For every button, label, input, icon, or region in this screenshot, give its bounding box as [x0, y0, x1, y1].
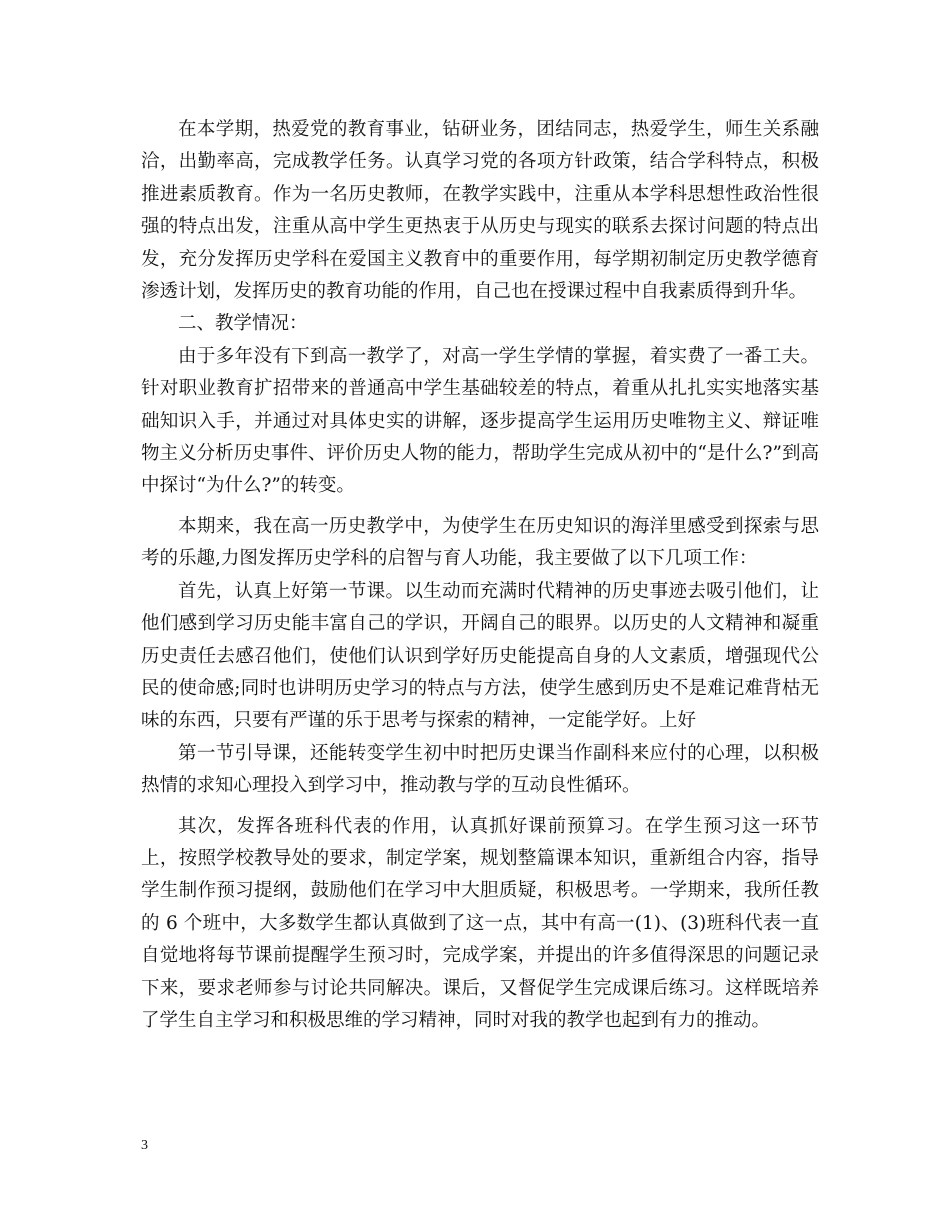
paragraph-first-lesson-continued: 第一节引导课，还能转变学生初中时把历史课当作副科来应付的心理，以积极热情的求知心理投入到学习中，推动教与学的互动良性循环。 [141, 742, 819, 797]
paragraph-main-work-intro: 本期来，我在高一历史教学中，为使学生在历史知识的海洋里感受到探索与思考的乐趣,力图发挥历史学科的启智与育人功能，我主要做了以下几项工作： [141, 515, 819, 570]
paragraph-grade-one-teaching: 由于多年没有下到高一教学了，对高一学生学情的掌握，着实费了一番工夫。针对职业教育扩招带来的普通高中学生基础较差的特点，着重从扎扎实实地落实基础知识入手，并通过对具体史实的讲解，逐步提高学生运用历史唯物主义、辩证唯物主义分析历史事件、评价历史人物的能力，帮助学生完成从初中的“是什么?”到高中探讨“为什么?”的转变。 [141, 345, 819, 497]
document-body [141, 114, 819, 1037]
page-number: 3 [141, 1138, 148, 1153]
paragraph-self-assessment: 在本学期，热爱党的教育事业，钻研业务，团结同志，热爱学生，师生关系融洽，出勤率高，完成教学任务。认真学习党的各项方针政策，结合学科特点，积极推进素质教育。作为一名历史教师，在教学实践中，注重从本学科思想性政治性很强的特点出发，注重从高中学生更热衷于从历史与现实的联系去探讨问题的特点出发，充分发挥历史学科在爱国主义教育中的重要作用，每学期初制定历史教学德育渗透计划，发挥历史的教育功能的作用，自己也在授课过程中自我素质得到升华。 [141, 119, 819, 303]
paragraph-class-representatives: 其次，发挥各班科代表的作用，认真抓好课前预算习。在学生预习这一环节上，按照学校教导处的要求，制定学案，规划整篇课本知识，重新组合内容，指导学生制作预习提纲，鼓励他们在学习中大胆质疑，积极思考。一学期来，我所任教的 6 个班中，大多数学生都认真做到了这一点，其中有高一(1)、(3)班科代表一直自觉地将每节课前提醒学生预习时，完成学案，并提出的许多值得深思的问题记录下来，要求老师参与讨论共同解决。课后，又督促学生完成课后练习。这样既培养了学生自主学习和积极思维的学习精神，同时对我的教学也起到有力的推动。 [141, 815, 819, 1031]
section-heading-teaching: 二、教学情况： [178, 313, 308, 335]
paragraph-first-lesson: 首先，认真上好第一节课。以生动而充满时代精神的历史事迹去吸引他们，让他们感到学习历史能丰富自己的学识，开阔自己的眼界。以历史的人文精神和凝重历史责任去感召他们，使他们认识到学好历史能提高自身的人文素质，增强现代公民的使命感;同时也讲明历史学习的特点与方法，使学生感到历史不是难记难背枯无味的东西，只要有严谨的乐于思考与探索的精神，一定能学好。上好 [141, 580, 819, 732]
